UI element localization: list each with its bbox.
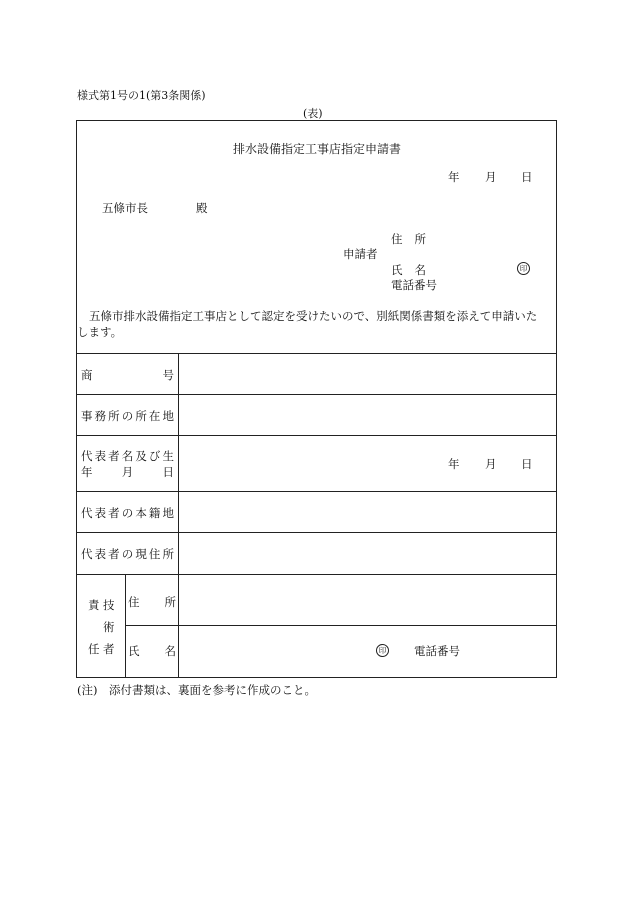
divider — [76, 574, 557, 575]
form-number: 様式第1号の1(第3条関係) — [77, 89, 206, 102]
addressee-name: 五條市長 — [102, 201, 148, 215]
applicant-label: 申請者 — [343, 247, 378, 261]
side-label: (表) — [303, 107, 323, 120]
divider — [76, 532, 557, 533]
divider — [178, 353, 179, 677]
trade-name-label: 商 号 — [81, 368, 174, 382]
footnote: (注) 添付書類は、裏面を参考に作成のこと。 — [77, 683, 316, 697]
divider — [76, 353, 557, 354]
rep-address-label: 代 表 者 の 現 住 所 — [81, 547, 174, 561]
form-title: 排水設備指定工事店指定申請書 — [233, 142, 402, 156]
applicant-seal-icon: 印 — [517, 262, 530, 275]
divider — [76, 491, 557, 492]
rep-name-birth-label-line2: 年 月 日 — [81, 465, 174, 479]
applicant-address-label: 住 所 — [391, 232, 426, 246]
engineer-phone-label: 電話番号 — [414, 644, 460, 658]
addressee-honorific: 殿 — [196, 201, 208, 215]
engineer-name-label: 氏 名 — [128, 644, 176, 658]
engineer-seal-icon: 印 — [376, 644, 389, 657]
office-location-label: 事 務 所 の 所 在 地 — [81, 409, 174, 423]
statement-line-2: します。 — [77, 325, 123, 339]
divider — [76, 394, 557, 395]
divider — [125, 625, 557, 626]
rep-domicile-label: 代 表 者 の 本 籍 地 — [81, 506, 174, 520]
engineer-address-label: 住 所 — [128, 595, 176, 609]
divider — [76, 435, 557, 436]
applicant-name-label: 氏 名 — [391, 263, 426, 277]
rep-name-birth-label-line1: 代 表 者 名 及 び 生 — [81, 449, 174, 463]
statement-line-1: 五條市排水設備指定工事店として認定を受けたいので、別紙関係書類を添えて申請いた — [89, 309, 538, 323]
divider — [125, 574, 126, 677]
applicant-phone-label: 電話番号 — [391, 278, 437, 292]
